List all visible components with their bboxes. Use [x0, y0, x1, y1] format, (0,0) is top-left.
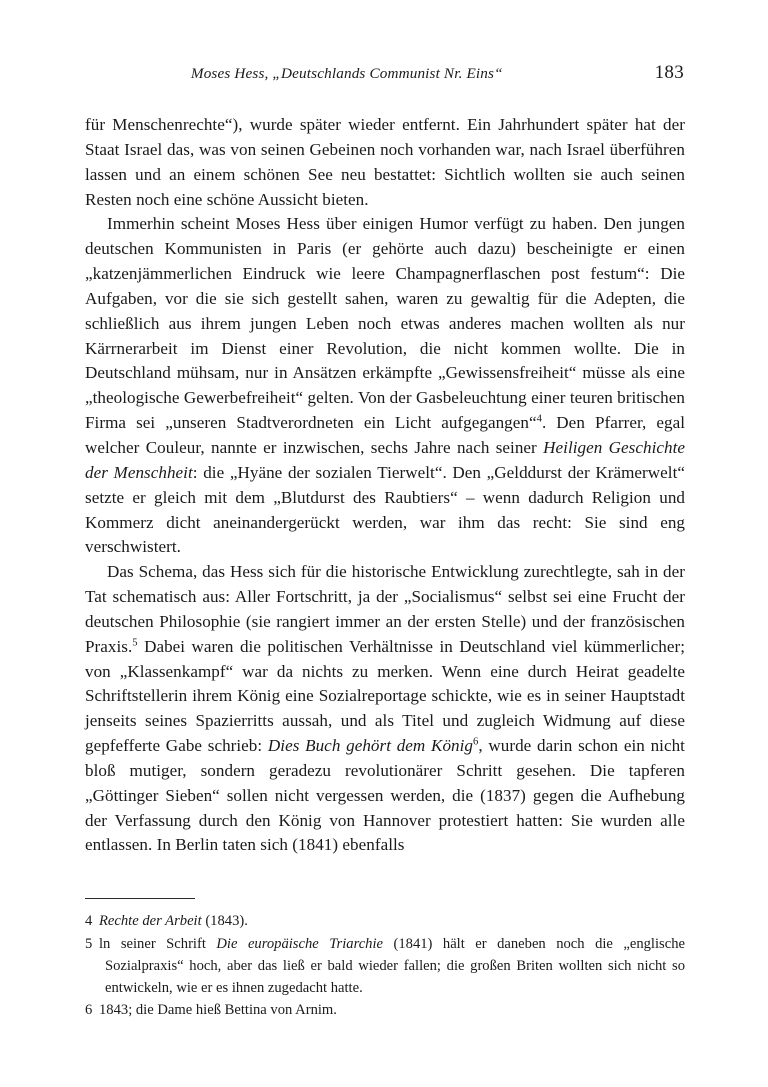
italic-title: Heiligen Geschichte der Menschheit: [85, 437, 685, 482]
footnote-item: [85, 910, 685, 932]
text-run: 1843; die Dame hieß Bettina von Arnim.: [99, 1002, 337, 1019]
page-number: 183: [654, 62, 684, 83]
text-run: Immerhin scheint Moses Hess über einigen Humor verfügt zu haben. Den jungen deutschen Kommunisten in Paris (er gehörte auch dazu) bescheinigte er einen „katzenjämmerlichen Eindruck wie leere Champagnerflaschen post festum“: Die Aufgaben, vor die sie sich gestellt sahen, waren zu gewaltig für die Adepten, die schließlich aus ihrem jungen Leben noch etwas anderes machen wollten als nur Kärrnerarbeit im Dienst einer Revolution, die nicht kommen wollte. Die in Deutschland mühsam, nur in Ansätzen erkämpfte „Gewissensfreiheit“ müsse als eine „theologische Gewerbefreiheit“ gelten. Von der Gasbeleuchtung einer teuren britischen Firma sei „unseren Stadtverordneten ein Licht aufgegangen“: [85, 214, 685, 433]
footnote-number: 6: [85, 1002, 93, 1019]
text-run: für Menschenrechte“), wurde später wieder entfernt. Ein Jahrhundert später hat der Staat Israel das, was von seinen Gebeinen noch vorhanden war, nach Israel überführen lassen und an einem schönen See neu bestattet: Sichtlich wollten sie auch seinen Resten noch eine schöne Aussicht bieten.: [85, 115, 685, 209]
body-paragraph: [85, 113, 685, 212]
text-run: Das Schema, das Hess sich für die historische Entwicklung zurechtlegte, sah in der Tat schematisch aus: Aller Fortschritt, ja der „Socialismus“ selbst sei eine Frucht der deutschen Philosophie (sie rangiert immer an der ersten Stelle) und der französischen Praxis.: [85, 562, 685, 656]
footnote-number: 5: [85, 935, 93, 952]
text-run: : die „Hyäne der sozialen Tierwelt“. Den „Gelddurst der Krämerwelt“ setzte er gleich mit dem „Blutdurst des Raubtiers“ – wenn dadurch Religion und Kommerz dicht aneinandergerückt werden, war ihm das recht: Sie sind eng verschwistert.: [85, 462, 685, 557]
text-run: (1843).: [201, 913, 248, 930]
footnote-list: [85, 910, 685, 1021]
italic-title: Dies Buch gehört dem König: [267, 736, 474, 756]
running-head: [85, 62, 684, 88]
footnote-reference-4[interactable]: 4: [536, 413, 542, 425]
text-run: (1841) hält er daneben noch die „englische Sozialpraxis“ hoch, aber das ließ er bald wieder fallen; die großen Briten wollten sich nicht so entwickeln, wie er es ihnen zugedacht hatte.: [105, 935, 685, 996]
footnote-item: [85, 999, 685, 1021]
footnote-section: [85, 898, 685, 1021]
text-run: , wurde darin schon ein nicht bloß mutiger, sondern geradezu revolutionärer Schritt gesehen. Die tapferen „Göttinger Sieben“ sollen nicht vergessen werden, die (1837) gegen die Aufhebung der Verfassung durch den König von Hannover protestiert hatten: Sie wurden alle entlassen. In Berlin taten sich (1841) ebenfalls: [85, 736, 685, 855]
body-paragraph: [85, 560, 685, 858]
footnote-reference-5[interactable]: 5: [132, 637, 138, 649]
text-run: Dabei waren die politischen Verhältnisse in Deutschland viel kümmerlicher; von „Klassenkampf“ war da nichts zu merken. Wenn eine durch Heirat geadelte Schriftstellerin ihrem König eine Sozialreportage schickte, wie es in seiner Hauptstadt jenseits seines Spazierritts aussah, und als Titel und zugleich Widmung auf diese gepfefferte Gabe schrieb:: [85, 636, 685, 756]
running-head-title: Moses Hess, „Deutschlands Communist Nr. Eins“: [190, 65, 503, 82]
body-paragraph: [85, 212, 685, 560]
footnote-item: [85, 933, 685, 1000]
italic-title: Die europäische Triarchie: [216, 935, 384, 952]
italic-title: Rechte der Arbeit: [99, 913, 202, 930]
footnote-reference-6[interactable]: 6: [473, 736, 479, 748]
footnote-separator-rule: [85, 898, 195, 899]
body-text-block: [85, 113, 685, 858]
text-run: . Den Pfarrer, egal welcher Couleur, nannte er inzwischen, sechs Jahre nach seiner: [85, 413, 685, 457]
text-run: ln seiner Schrift: [99, 935, 217, 952]
footnote-number: 4: [85, 913, 93, 930]
